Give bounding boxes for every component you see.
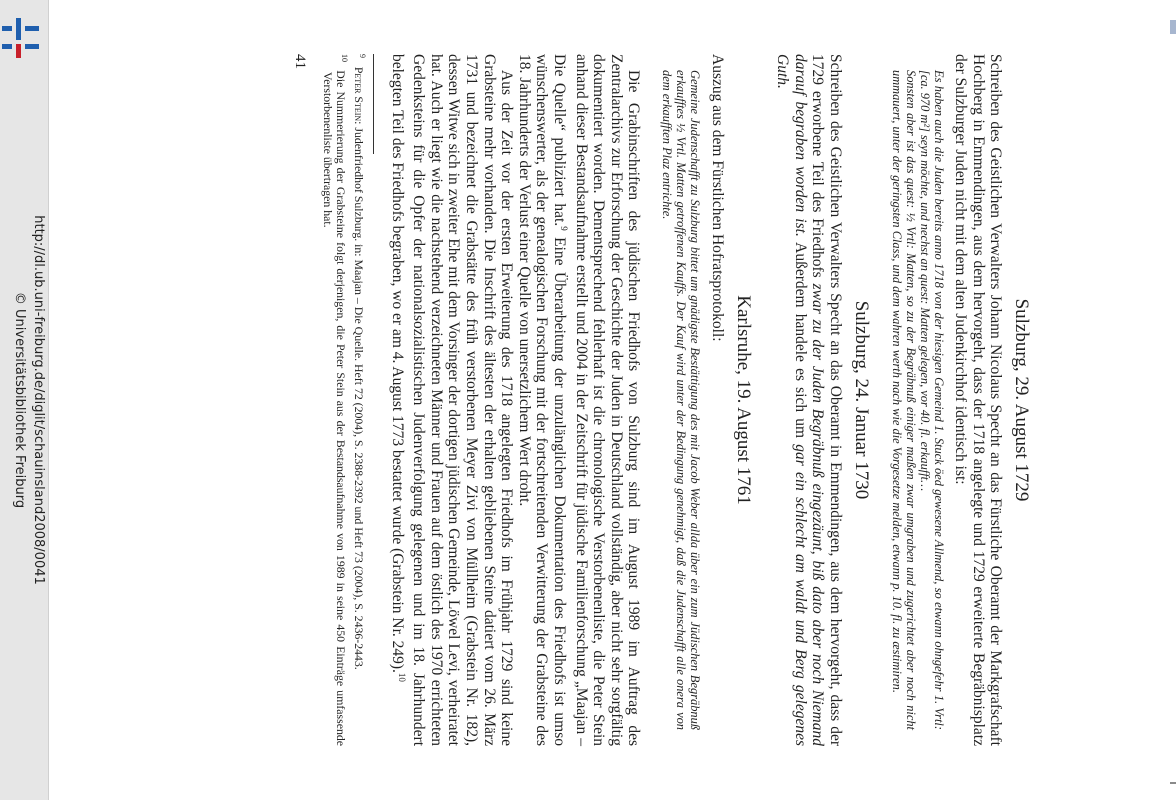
section-heading-1729: Sulzburg, 29. August 1729 — [1011, 298, 1032, 502]
quote-1729 — [890, 70, 946, 730]
footnote-9 — [351, 54, 369, 746]
section-heading-1730: Sulzburg, 24. Januar 1730 — [850, 300, 872, 500]
scroll-marker-bottom — [1170, 782, 1176, 784]
copyright-notice: © Universitätsbibliothek Freiburg — [12, 291, 27, 509]
paragraph-grabinschriften-b: Eine Überarbeitung der unzulänglichen Dokumentation des Friedhofs ist umso wünschenswerter, als der genealogischen Forschung mit der fortschreitenden Verwitterung der Grabsteine des 18. Jahrhunderts der Verlust einer Quelle von unersetzlichem Wert droht. — [515, 54, 568, 746]
source-url[interactable]: http://dl.ub.uni-freiburg.de/diglit/schauinsland2008/0041 — [31, 215, 46, 585]
paragraph-grabinschriften-a: Die Grabinschriften des jüdischen Friedhofs von Sulzburg sind im August 1989 im Auftrag des Zentralarchivs zur Erforschung der Geschichte der Juden in Deutschland vollständig, aber nicht sehr sorgfältig dokumentiert worden. Dementsprechend fehlerhaft ist die chronologische Verstorbenenliste, die Peter Stein anhand dieser Bestandsaufnahme erstellt und 2004 in der Zeitschrift für jüdische Familienforschung „Maajan – Die Quelle“ publiziert hat. — [550, 54, 643, 746]
footnotes — [320, 54, 374, 746]
paragraph-1730-a: Schreiben des Geistlichen Verwalters Specht an das Oberamt in Emmendingen, aus dem hervorgeht, dass der 1729 erworbene Teil des Friedhofs — [809, 54, 845, 746]
footnote-9-text: : Judenfriedhof Sulzburg. in: Maajan – Die Quelle. Heft 72 (2004), S. 2388-2392 und Heft 73 (2004), S. 2436-2443. — [351, 121, 366, 670]
footnote-10 — [320, 54, 351, 746]
footnote-ref-9[interactable]: 9 — [559, 226, 570, 231]
paragraph-erweiterung — [388, 54, 515, 746]
paragraph-erweiterung-text: Aus der Zeit vor der ersten Erweiterung des 1718 angelegten Friedhofs im Frühjahr 1729 sind keine Grabsteine mehr vorhanden. Die Inschrift des ältesten der erhalten gebliebenen Steine datiert vom 26. März 1731 und bezeichnet die Grabstätte des früh verstorbenen Meyer Zivi von Müllheim (Grabstein Nr. 182), dessen Witwe sich in zweiter Ehe mit dem Vorsinger der dortigen jüdischen Gemeinde, Löwel Levi, verheiratet hat. Auch er liegt wie die nachstehend verzeichneten Männer und Frauen auf dem östlich des 1970 errichteten Gedenksteins für die Opfer der nationalsozialistischen Judenverfolgung gelegenen und im 18. Jahrhundert belegten Teil des Friedhofs begraben, wo er am 4. August 1773 bestattet wurde (Grabstein Nr. 249). — [388, 54, 516, 746]
scroll-marker — [1170, 20, 1176, 34]
scanned-page — [150, 10, 1060, 790]
paragraph-1730-quote: zwar zu der Juden Begräbnuß eingezäunt, biß dato aber noch Niemand darauf begraben worden ist. — [791, 54, 827, 747]
viewer-sidebar — [0, 0, 49, 800]
quote-1761-text: Gemeine Judenschafft zu Sulzburg bittet um gnädigste Bestättigung des mit Jacob Weber allda über ein zum Jüdischen Begräbnuß erkaufftes ½ Vrtl. Matten getroffenen Kauffs. Der Kauf wird unter der Bedingung genehmigt, daß die Judenschafft alle onera von dem erkaufften Plaz entrichte. — [660, 70, 703, 730]
footnote-10-text: Die Nummerierung der Grabsteine folgt derjenigen, die Peter Stein aus der Bestandsaufnahme von 1989 in seine 450 Einträge umfassende Verstorbenenliste übertragen hat. — [320, 70, 349, 746]
paragraph-1730 — [774, 54, 844, 746]
source-info — [0, 0, 48, 800]
paragraph-1730-c: Außerdem handele es sich um — [791, 236, 809, 445]
footnote-9-author: Peter Stein — [351, 66, 366, 122]
footnote-divider — [373, 54, 374, 154]
page-number: 41 — [292, 54, 309, 69]
quote-1729-b: Sonsten aber ist das quest: ½ Vrtl: Matten, so zu der Begräbnuß einiger maßen zwar umgraben und zugerichtet aber noch nicht ummauert, unter der geringsten Class, und dem wahren werth nach wie die Vorgesetze melden, etwann p. 10. fl. zu æstimiren. — [889, 70, 918, 730]
footnote-9-number: 9 — [357, 54, 367, 58]
footnote-ref-10[interactable]: 10 — [396, 672, 407, 682]
section-heading-1761: Karlsruhe, 19. August 1761 — [732, 295, 754, 505]
scanned-page-viewport — [150, 0, 1060, 800]
footnote-10-number: 10 — [340, 54, 350, 62]
paragraph-1761: Auszug aus dem Fürstlichen Hofratsprotokoll: — [709, 54, 727, 342]
paragraph-1729: Schreiben des Geistlichen Verwalters Johann Nicolaus Specht an das Fürstliche Oberamt der Markgrafschaft Hochberg in Emmendingen, aus dem hervorgeht, dass der 1718 angelegte und 1729 erweiterte Begräbnisplatz der Sulzburger Juden nicht mit dem alten Judenkirchhof identisch ist: — [952, 54, 1005, 746]
paragraph-grabinschriften — [515, 54, 642, 746]
quote-1761 — [660, 70, 702, 730]
quote-1729-a: Es haben auch die Juden bereits anno 1718 von der hiesigen Gemeind 1. Stuck öed gewesene Allmend, so etwann ohngefehr 1. Vrtl: [ca. 970 m²] seyn möchte, und nechst an quest: Matten gelegen, vor 40. fl. erkaufft… — [917, 70, 946, 730]
paragraph-1730-quote-2: gar ein schlecht am waldt und Berg gelegenes Guth. — [774, 54, 809, 747]
